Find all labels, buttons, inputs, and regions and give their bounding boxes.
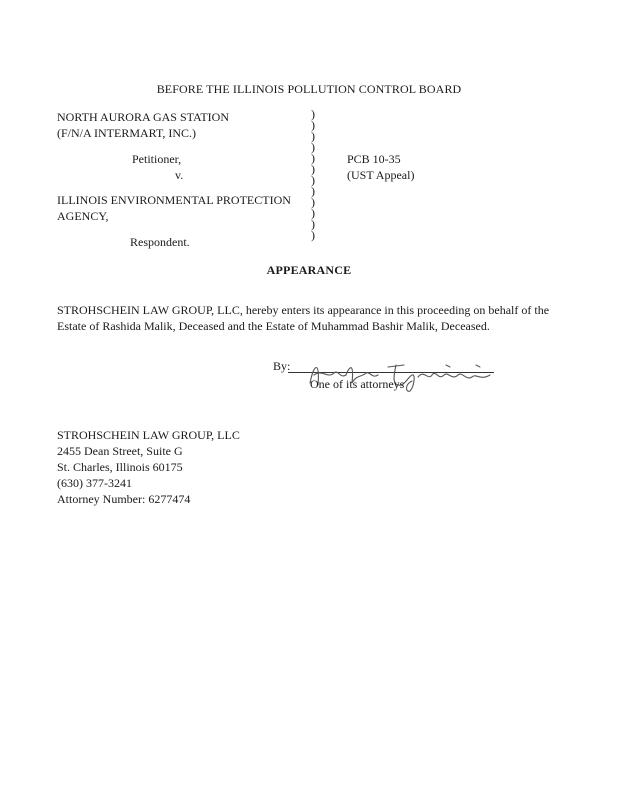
document-heading: APPEARANCE bbox=[266, 263, 352, 277]
case-type: (UST Appeal) bbox=[347, 168, 415, 182]
signature-by-label: By: bbox=[273, 359, 291, 373]
caption-separator: ) bbox=[311, 151, 315, 165]
caption-separator: ) bbox=[311, 206, 315, 220]
caption-separator: ) bbox=[311, 184, 315, 198]
caption-separator: ) bbox=[311, 162, 315, 176]
case-number: PCB 10-35 bbox=[347, 152, 401, 166]
firm-city: St. Charles, Illinois 60175 bbox=[57, 460, 183, 474]
caption-separator: ) bbox=[311, 195, 315, 209]
petitioner-role: Petitioner, bbox=[132, 152, 182, 166]
caption-separator: ) bbox=[311, 228, 315, 242]
caption-separator: ) bbox=[311, 173, 315, 187]
firm-street: 2455 Dean Street, Suite G bbox=[57, 444, 183, 458]
board-title: BEFORE THE ILLINOIS POLLUTION CONTROL BOARD bbox=[156, 82, 462, 96]
firm-phone: (630) 377-3241 bbox=[57, 476, 132, 490]
caption-separator: ) bbox=[311, 107, 315, 121]
versus-label: v. bbox=[175, 168, 184, 182]
respondent-name-line1: ILLINOIS ENVIRONMENTAL PROTECTION bbox=[57, 193, 291, 207]
respondent-role: Respondent. bbox=[130, 235, 190, 249]
caption-separator: ) bbox=[311, 129, 315, 143]
caption-separator-column bbox=[311, 109, 321, 241]
firm-attorney-number: Attorney Number: 6277474 bbox=[57, 492, 191, 506]
petitioner-name: NORTH AURORA GAS STATION bbox=[57, 110, 230, 124]
respondent-name-line2: AGENCY, bbox=[57, 209, 109, 223]
caption-separator: ) bbox=[311, 217, 315, 231]
appearance-statement: STROHSCHEIN LAW GROUP, LLC, hereby enters its appearance in this proceeding on behalf of the Estate of Rashida Malik, Deceased and the Estate of Muhammad Bashir Malik, Deceased. bbox=[57, 303, 550, 333]
petitioner-aka: (F/N/A INTERMART, INC.) bbox=[57, 126, 197, 140]
firm-name: STROHSCHEIN LAW GROUP, LLC bbox=[57, 428, 240, 442]
signature-caption: One of its attorneys bbox=[310, 377, 405, 391]
caption-separator: ) bbox=[311, 140, 315, 154]
caption-separator: ) bbox=[311, 118, 315, 132]
